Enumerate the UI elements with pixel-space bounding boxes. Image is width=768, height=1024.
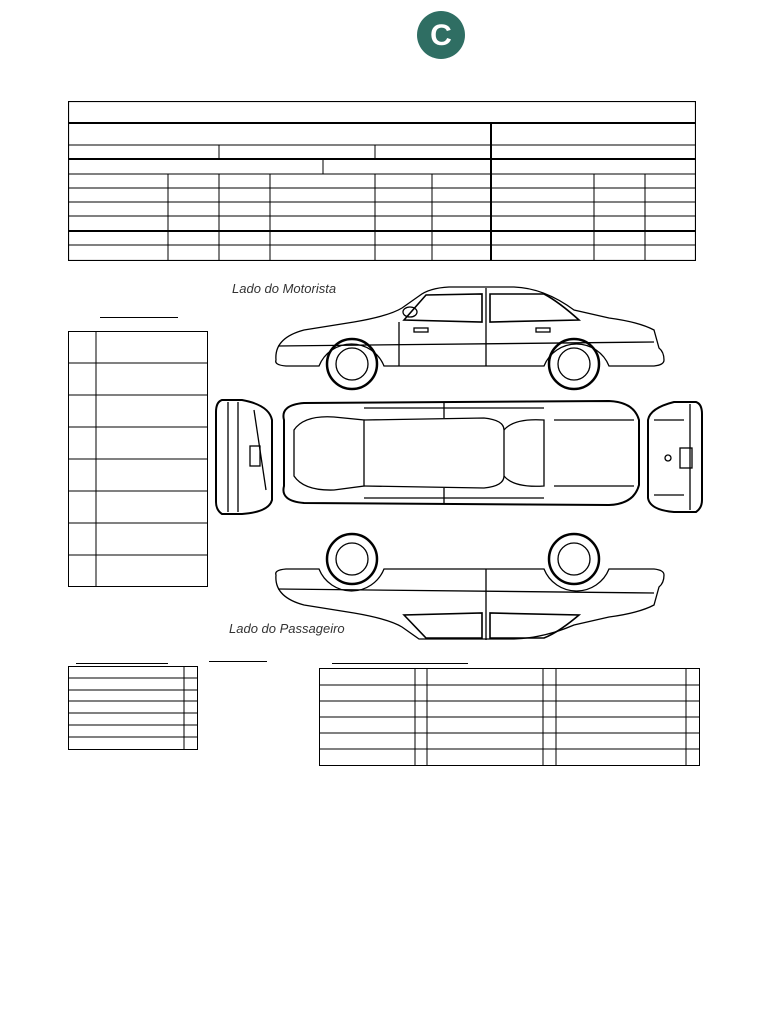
vehicle-damage-diagram [214,280,704,640]
company-logo-icon [416,10,466,60]
accessories-table [319,668,700,766]
car-side-icon [276,287,664,389]
driver-side-label: Lado do Motorista [232,281,337,296]
car-rear-icon [216,400,272,514]
inspection-header-grid [68,101,696,261]
accessories-title-underline [332,663,468,664]
legend-title-underline [100,317,178,318]
passenger-side-label: Lado do Passageiro [229,621,345,636]
logo-letter: C [430,19,452,52]
damage-legend-table [68,331,208,587]
checklist-table [68,666,198,750]
notes-title-underline [209,661,267,662]
car-front-icon [648,402,702,512]
items-title-underline [76,663,168,664]
car-top-icon [283,401,639,505]
